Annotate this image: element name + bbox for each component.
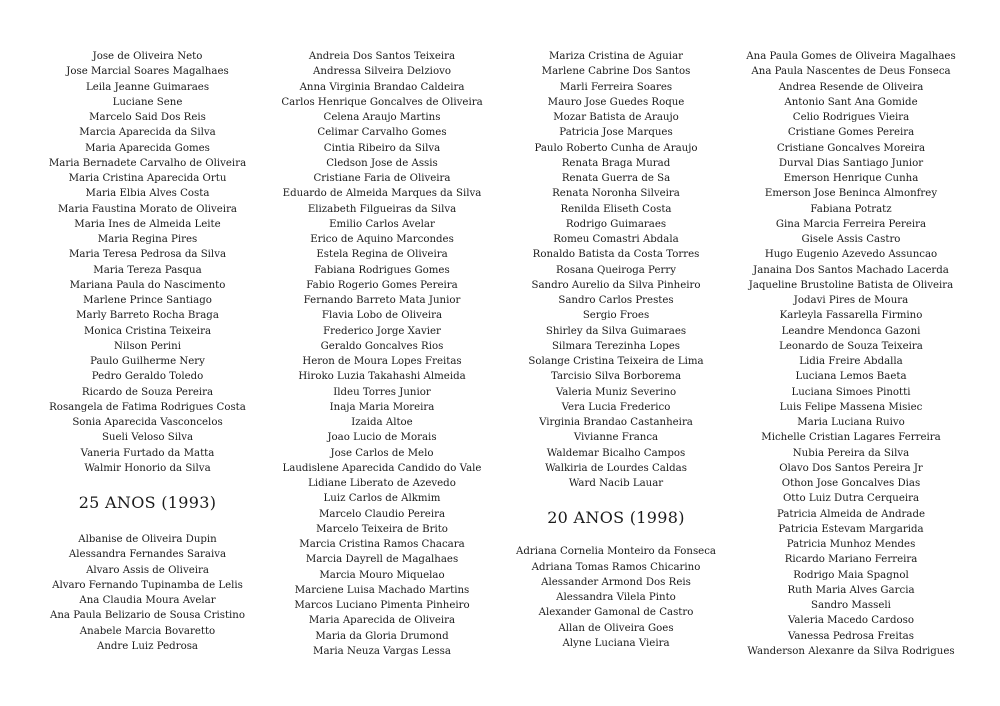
name-entry: Sandro Aurelio da Silva Pinheiro — [531, 279, 701, 291]
name-entry: Marli Ferreira Soares — [559, 81, 673, 93]
name-entry: Valeria Muniz Severino — [555, 386, 677, 398]
name-entry: Alessander Armond Dos Reis — [541, 576, 691, 588]
name-entry: Maria Neuza Vargas Lessa — [313, 645, 451, 657]
name-entry: Jaqueline Brustoline Batista de Oliveira — [748, 279, 954, 291]
name-entry: Rosangela de Fatima Rodrigues Costa — [49, 401, 246, 413]
name-entry: Otto Luiz Dutra Cerqueira — [782, 493, 920, 505]
name-entry: Celena Araujo Martins — [323, 112, 441, 123]
name-list-bottom — [505, 544, 727, 651]
name-entry: Durval Dias Santiago Junior — [778, 157, 924, 169]
name-entry: Cledson Jose de Assis — [326, 157, 438, 169]
name-entry: Cristiane Faria de Oliveira — [313, 173, 451, 184]
name-entry: Maria Ines de Almeida Leite — [74, 218, 221, 230]
column-1 — [40, 49, 255, 654]
name-entry: Hiroko Luzia Takahashi Almeida — [298, 371, 466, 383]
name-entry: Rodrigo Guimaraes — [565, 218, 667, 230]
name-entry: Sandro Carlos Prestes — [558, 295, 674, 306]
name-entry: Fabiana Potratz — [810, 203, 892, 215]
name-entry: Leila Jeanne Guimaraes — [85, 81, 210, 93]
name-entry: Andreia Dos Santos Teixeira — [308, 51, 456, 62]
name-entry: Maria da Gloria Drumond — [315, 630, 449, 642]
name-entry: Renata Guerra de Sa — [561, 173, 671, 184]
column-3 — [505, 49, 727, 651]
name-entry: Hugo Eugenio Azevedo Assuncao — [764, 249, 938, 261]
name-entry: Emilio Carlos Avelar — [329, 218, 435, 230]
name-entry: Marciene Luisa Machado Martins — [294, 584, 470, 596]
name-entry: Adriana Cornelia Monteiro da Fonseca — [516, 546, 716, 558]
name-entry: Mariana Paula do Nascimento — [69, 279, 226, 291]
name-entry: Sergio Froes — [582, 310, 650, 322]
name-entry: Vanessa Pedrosa Freitas — [788, 630, 914, 642]
name-entry: Luciana Simoes Pinotti — [791, 386, 911, 398]
name-entry: Laudislene Aparecida Candido do Vale — [282, 462, 482, 474]
name-entry: Sandro Masseli — [811, 600, 891, 611]
name-entry: Alvaro Fernando Tupinamba de Lelis — [52, 579, 243, 591]
name-entry: Alvaro Assis de Oliveira — [86, 564, 209, 576]
name-entry: Renata Braga Murad — [561, 157, 671, 169]
name-entry: Othon Jose Goncalves Dias — [781, 478, 921, 489]
name-entry: Albanise de Oliveira Dupin — [78, 534, 217, 545]
name-entry: Maria Tereza Pasqua — [93, 264, 202, 276]
name-entry: Maria Faustina Morato de Oliveira — [57, 203, 238, 215]
section-heading-20-anos: 20 ANOS (1998) — [547, 508, 685, 528]
name-entry: Alessandra Fernandes Saraiva — [68, 549, 227, 561]
name-entry: Ricardo de Souza Pereira — [81, 386, 214, 398]
name-entry: Adriana Tomas Ramos Chicarino — [531, 561, 701, 573]
name-entry: Anna Virginia Brandao Caldeira — [299, 81, 465, 93]
name-entry: Joao Lucio de Morais — [327, 432, 437, 444]
name-entry: Heron de Moura Lopes Freitas — [302, 356, 462, 367]
name-entry: Ronaldo Batista da Costa Torres — [532, 249, 700, 261]
name-entry: Cristiane Gomes Pereira — [787, 127, 915, 139]
column-4 — [740, 49, 962, 659]
name-entry: Patricia Munhoz Mendes — [786, 539, 916, 550]
name-entry: Frederico Jorge Xavier — [323, 325, 441, 337]
name-entry: Luciana Lemos Baeta — [795, 371, 907, 383]
name-entry: Leandre Mendonca Gazoni — [781, 325, 921, 337]
name-entry: Sonia Aparecida Vasconcelos — [72, 417, 223, 428]
name-entry: Luis Felipe Massena Misiec — [779, 401, 923, 413]
name-entry: Andressa Silveira Delziovo — [313, 66, 451, 78]
name-list-bottom — [40, 532, 255, 654]
name-entry: Eduardo de Almeida Marques da Silva — [282, 188, 482, 200]
name-entry: Alyne Luciana Vieira — [562, 637, 670, 649]
name-entry: Maria Regina Pires — [97, 234, 198, 245]
name-entry: Ricardo Mariano Ferreira — [784, 554, 918, 566]
name-entry: Mariza Cristina de Aguiar — [548, 51, 684, 62]
name-entry: Marlene Cabrine Dos Santos — [541, 66, 691, 78]
name-entry: Andrea Resende de Oliveira — [778, 81, 924, 93]
name-entry: Marcia Cristina Ramos Chacara — [299, 539, 465, 550]
name-entry: Ward Nacib Lauar — [568, 478, 664, 489]
name-entry: Erico de Aquino Marcondes — [310, 234, 454, 245]
name-entry: Marcelo Teixeira de Brito — [316, 523, 448, 535]
name-entry: Maria Aparecida Gomes — [85, 142, 210, 154]
name-entry: Janaina Dos Santos Machado Lacerda — [753, 264, 949, 276]
name-entry: Tarcisio Silva Borborema — [550, 371, 682, 383]
name-entry: Luciane Sene — [112, 96, 183, 108]
name-entry: Marcia Aparecida da Silva — [79, 127, 216, 139]
name-entry: Ana Paula Gomes de Oliveira Magalhaes — [746, 51, 956, 62]
name-entry: Alexander Gamonal de Castro — [538, 607, 694, 619]
name-entry: Paulo Guilherme Nery — [90, 356, 205, 367]
name-entry: Rosana Queiroga Perry — [556, 264, 676, 276]
name-entry: Marcos Luciano Pimenta Pinheiro — [294, 600, 470, 611]
name-entry: Ana Claudia Moura Avelar — [79, 595, 216, 606]
name-entry: Cristiane Goncalves Moreira — [776, 142, 926, 154]
name-entry: Marcia Dayrell de Magalhaes — [305, 554, 459, 566]
name-entry: Patricia Almeida de Andrade — [776, 508, 926, 520]
name-entry: Vivianne Franca — [573, 432, 659, 444]
name-entry: Virginia Brandao Castanheira — [539, 417, 693, 428]
section-heading-25-anos: 25 ANOS (1993) — [78, 493, 217, 512]
name-entry: Ildeu Torres Junior — [333, 386, 431, 398]
name-entry: Jodavi Pires de Moura — [793, 295, 909, 306]
name-entry: Vaneria Furtado da Matta — [80, 447, 215, 459]
name-entry: Mozar Batista de Araujo — [553, 112, 679, 123]
name-entry: Renilda Eliseth Costa — [560, 203, 672, 215]
name-entry: Michelle Cristian Lagares Ferreira — [761, 432, 941, 444]
name-entry: Silmara Terezinha Lopes — [551, 340, 681, 352]
name-entry: Anabele Marcia Bovaretto — [79, 625, 216, 637]
column-2 — [272, 49, 492, 659]
name-entry: Rodrigo Maia Spagnol — [793, 569, 909, 581]
name-entry: Monica Cristina Teixeira — [83, 325, 212, 337]
name-entry: Wanderson Alexanre da Silva Rodrigues — [747, 645, 955, 657]
name-entry: Fabio Rogerio Gomes Pereira — [306, 279, 458, 291]
name-entry: Celimar Carvalho Gomes — [317, 127, 447, 139]
name-entry: Ana Paula Nascentes de Deus Fonseca — [751, 66, 951, 78]
name-list-top — [505, 49, 727, 491]
name-entry: Geraldo Goncalves Rios — [320, 340, 444, 352]
name-entry: Izaida Altoe — [351, 417, 413, 428]
name-entry: Maria Aparecida de Oliveira — [308, 615, 456, 627]
name-entry: Maria Bernadete Carvalho de Oliveira — [48, 157, 247, 169]
name-entry: Flavia Lobo de Oliveira — [321, 310, 443, 322]
name-entry: Jose Carlos de Melo — [330, 447, 434, 459]
name-entry: Paulo Roberto Cunha de Araujo — [534, 142, 698, 154]
name-entry: Patricia Jose Marques — [559, 127, 673, 139]
name-entry: Jose de Oliveira Neto — [92, 51, 203, 62]
name-entry: Shirley da Silva Guimaraes — [545, 325, 687, 337]
name-entry: Nubia Pereira da Silva — [792, 447, 910, 459]
name-entry: Marcelo Said Dos Reis — [89, 112, 206, 123]
name-entry: Gina Marcia Ferreira Pereira — [775, 218, 927, 230]
name-entry: Mauro Jose Guedes Roque — [547, 96, 685, 108]
name-entry: Jose Marcial Soares Magalhaes — [66, 66, 229, 78]
name-entry: Ana Paula Belizario de Sousa Cristino — [49, 610, 245, 622]
name-entry: Inaja Maria Moreira — [329, 401, 435, 413]
name-entry: Lidia Freire Abdalla — [799, 356, 903, 367]
name-entry: Antonio Sant Ana Gomide — [784, 96, 918, 108]
name-entry: Fernando Barreto Mata Junior — [303, 295, 461, 306]
name-entry: Luiz Carlos de Alkmim — [323, 493, 441, 505]
name-entry: Pedro Geraldo Toledo — [91, 371, 204, 383]
name-entry: Maria Elbia Alves Costa — [85, 188, 210, 200]
name-entry: Carlos Henrique Goncalves de Oliveira — [281, 96, 483, 108]
name-entry: Andre Luiz Pedrosa — [96, 640, 199, 652]
name-entry: Maria Teresa Pedrosa da Silva — [68, 249, 227, 261]
name-entry: Emerson Henrique Cunha — [783, 173, 919, 184]
name-entry: Gisele Assis Castro — [801, 234, 901, 245]
name-entry: Waldemar Bicalho Campos — [546, 447, 686, 459]
name-entry: Elizabeth Filgueiras da Silva — [307, 203, 457, 215]
name-entry: Solange Cristina Teixeira de Lima — [528, 356, 704, 367]
name-entry: Vera Lucia Frederico — [561, 401, 671, 413]
name-entry: Ruth Maria Alves Garcia — [787, 584, 915, 596]
name-entry: Patricia Estevam Margarida — [778, 523, 924, 535]
name-entry: Allan de Oliveira Goes — [558, 622, 674, 634]
name-entry: Nilson Perini — [114, 340, 181, 352]
name-entry: Marcia Mouro Miquelao — [319, 569, 445, 581]
name-entry: Lidiane Liberato de Azevedo — [308, 478, 456, 489]
name-entry: Renata Noronha Silveira — [552, 188, 680, 200]
name-entry: Leonardo de Souza Teixeira — [779, 340, 923, 352]
name-list-top — [740, 49, 962, 659]
name-entry: Marly Barreto Rocha Braga — [76, 310, 219, 322]
name-entry: Walmir Honorio da Silva — [84, 462, 211, 474]
name-entry: Estela Regina de Oliveira — [316, 249, 448, 261]
name-entry: Karleyla Fassarella Firmino — [779, 310, 923, 322]
name-entry: Cintia Ribeiro da Silva — [323, 142, 441, 154]
name-entry: Sueli Veloso Silva — [101, 432, 194, 444]
name-entry: Celio Rodrigues Vieira — [792, 112, 910, 123]
name-entry: Valeria Macedo Cardoso — [787, 615, 915, 627]
name-entry: Olavo Dos Santos Pereira Jr — [779, 462, 923, 474]
name-list-top — [40, 49, 255, 476]
name-list-top — [272, 49, 492, 659]
name-entry: Fabiana Rodrigues Gomes — [314, 264, 450, 276]
name-entry: Walkiria de Lourdes Caldas — [545, 462, 687, 474]
name-entry: Marcelo Claudio Pereira — [318, 508, 446, 520]
name-entry: Emerson Jose Beninca Almonfrey — [764, 188, 938, 200]
name-entry: Alessandra Vilela Pinto — [556, 592, 676, 603]
name-entry: Maria Cristina Aparecida Ortu — [68, 173, 227, 184]
name-entry: Maria Luciana Ruivo — [797, 417, 905, 428]
name-entry: Romeu Comastri Abdala — [553, 234, 679, 245]
name-entry: Marlene Prince Santiago — [83, 295, 212, 306]
